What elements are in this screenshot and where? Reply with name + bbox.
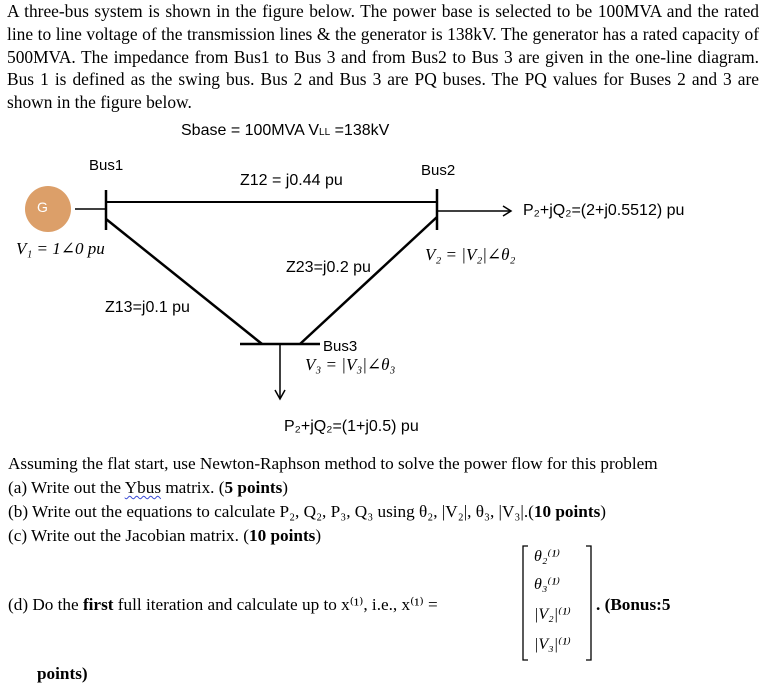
question-c-text: (c) Write out the Jacobian matrix. ( [8,526,249,545]
z12-label: Z12 = j0.44 pu [240,172,343,189]
bus3-label: Bus3 [323,338,358,355]
iteration-vector [520,544,594,662]
question-b-text: (b) Write out the equations to calculate P₂, Q₂, P₃, Q₃ using θ₂, |V₂|, θ₃, |V₃|.( [8,502,534,521]
v2-label: V₂ = |V₂|∠θ₂ [425,245,516,264]
question-d-text: (d) Do the [8,595,83,614]
matrix-row-theta3: θ₃⁽¹⁾ [534,576,561,593]
question-d-first: first [82,595,114,614]
generator-label: G [37,199,48,215]
question-c [8,526,321,546]
question-a-tail: matrix. ( [161,478,225,497]
question-b-points: 10 points [533,502,601,521]
matrix-row-theta2: θ₂⁽¹⁾ [534,548,561,565]
question-d-mid: full iteration and calculate up to x⁽¹⁾, i.e., x⁽¹⁾ = [113,595,438,614]
v1-label: V₁ = 1∠0 pu [16,239,105,258]
question-d-points [37,664,88,684]
question-c-points: 10 points [248,526,316,545]
matrix-row-v3: |V₃|⁽¹⁾ [534,636,571,653]
question-b-close: ) [600,502,606,521]
load2-label: P₂+jQ₂=(2+j0.5512) pu [523,202,685,219]
bus1-label: Bus1 [89,157,124,174]
matrix-row-v2: |V₂|⁽¹⁾ [534,606,571,623]
line-z13 [106,219,262,344]
question-c-close: ) [315,526,322,545]
z13-label: Z13=j0.1 pu [105,299,190,316]
bonus-points: . (Bonus:5 [596,595,671,614]
sbase-text: Sbase = 100MVA V [181,122,320,139]
line-z23 [300,217,437,344]
question-a [8,478,288,498]
sbase-subscript: LL [319,127,331,138]
question-d [8,595,438,615]
question-d-bonus [596,595,671,615]
load3-label: P₂+jQ₂=(1+j0.5) pu [284,418,419,435]
sbase-tail: =138kV [330,122,390,139]
bus2-label: Bus2 [421,162,456,179]
ybus-term: Ybus [124,478,162,497]
question-a-text: (a) Write out the [8,478,125,497]
question-a-close: ) [282,478,289,497]
question-lead: Assuming the flat start, use Newton-Raphson method to solve the power flow for this problem [8,454,658,473]
z23-label: Z23=j0.2 pu [286,259,371,276]
problem-intro: A three-bus system is shown in the figure below. The power base is selected to be 100MVA and the rated line to line voltage of the transmission lines & the generator is 138kV. The generator has a rated capacity of 500MVA. The impedance from Bus1 to Bus 3 and from Bus2 to Bus 3 are given in the one-line diagram. Bus 1 is defined as the swing bus. Bus 2 and Bus 3 are PQ buses. The PQ values for Buses 2 and 3 are shown in the figure below. [7,1,759,113]
bonus-points-tail: points) [37,664,88,683]
question-a-points: 5 points [224,478,283,497]
question-b [8,502,606,522]
v3-label: V₃ = |V₃|∠θ₃ [305,355,396,374]
generator-icon [25,186,71,232]
